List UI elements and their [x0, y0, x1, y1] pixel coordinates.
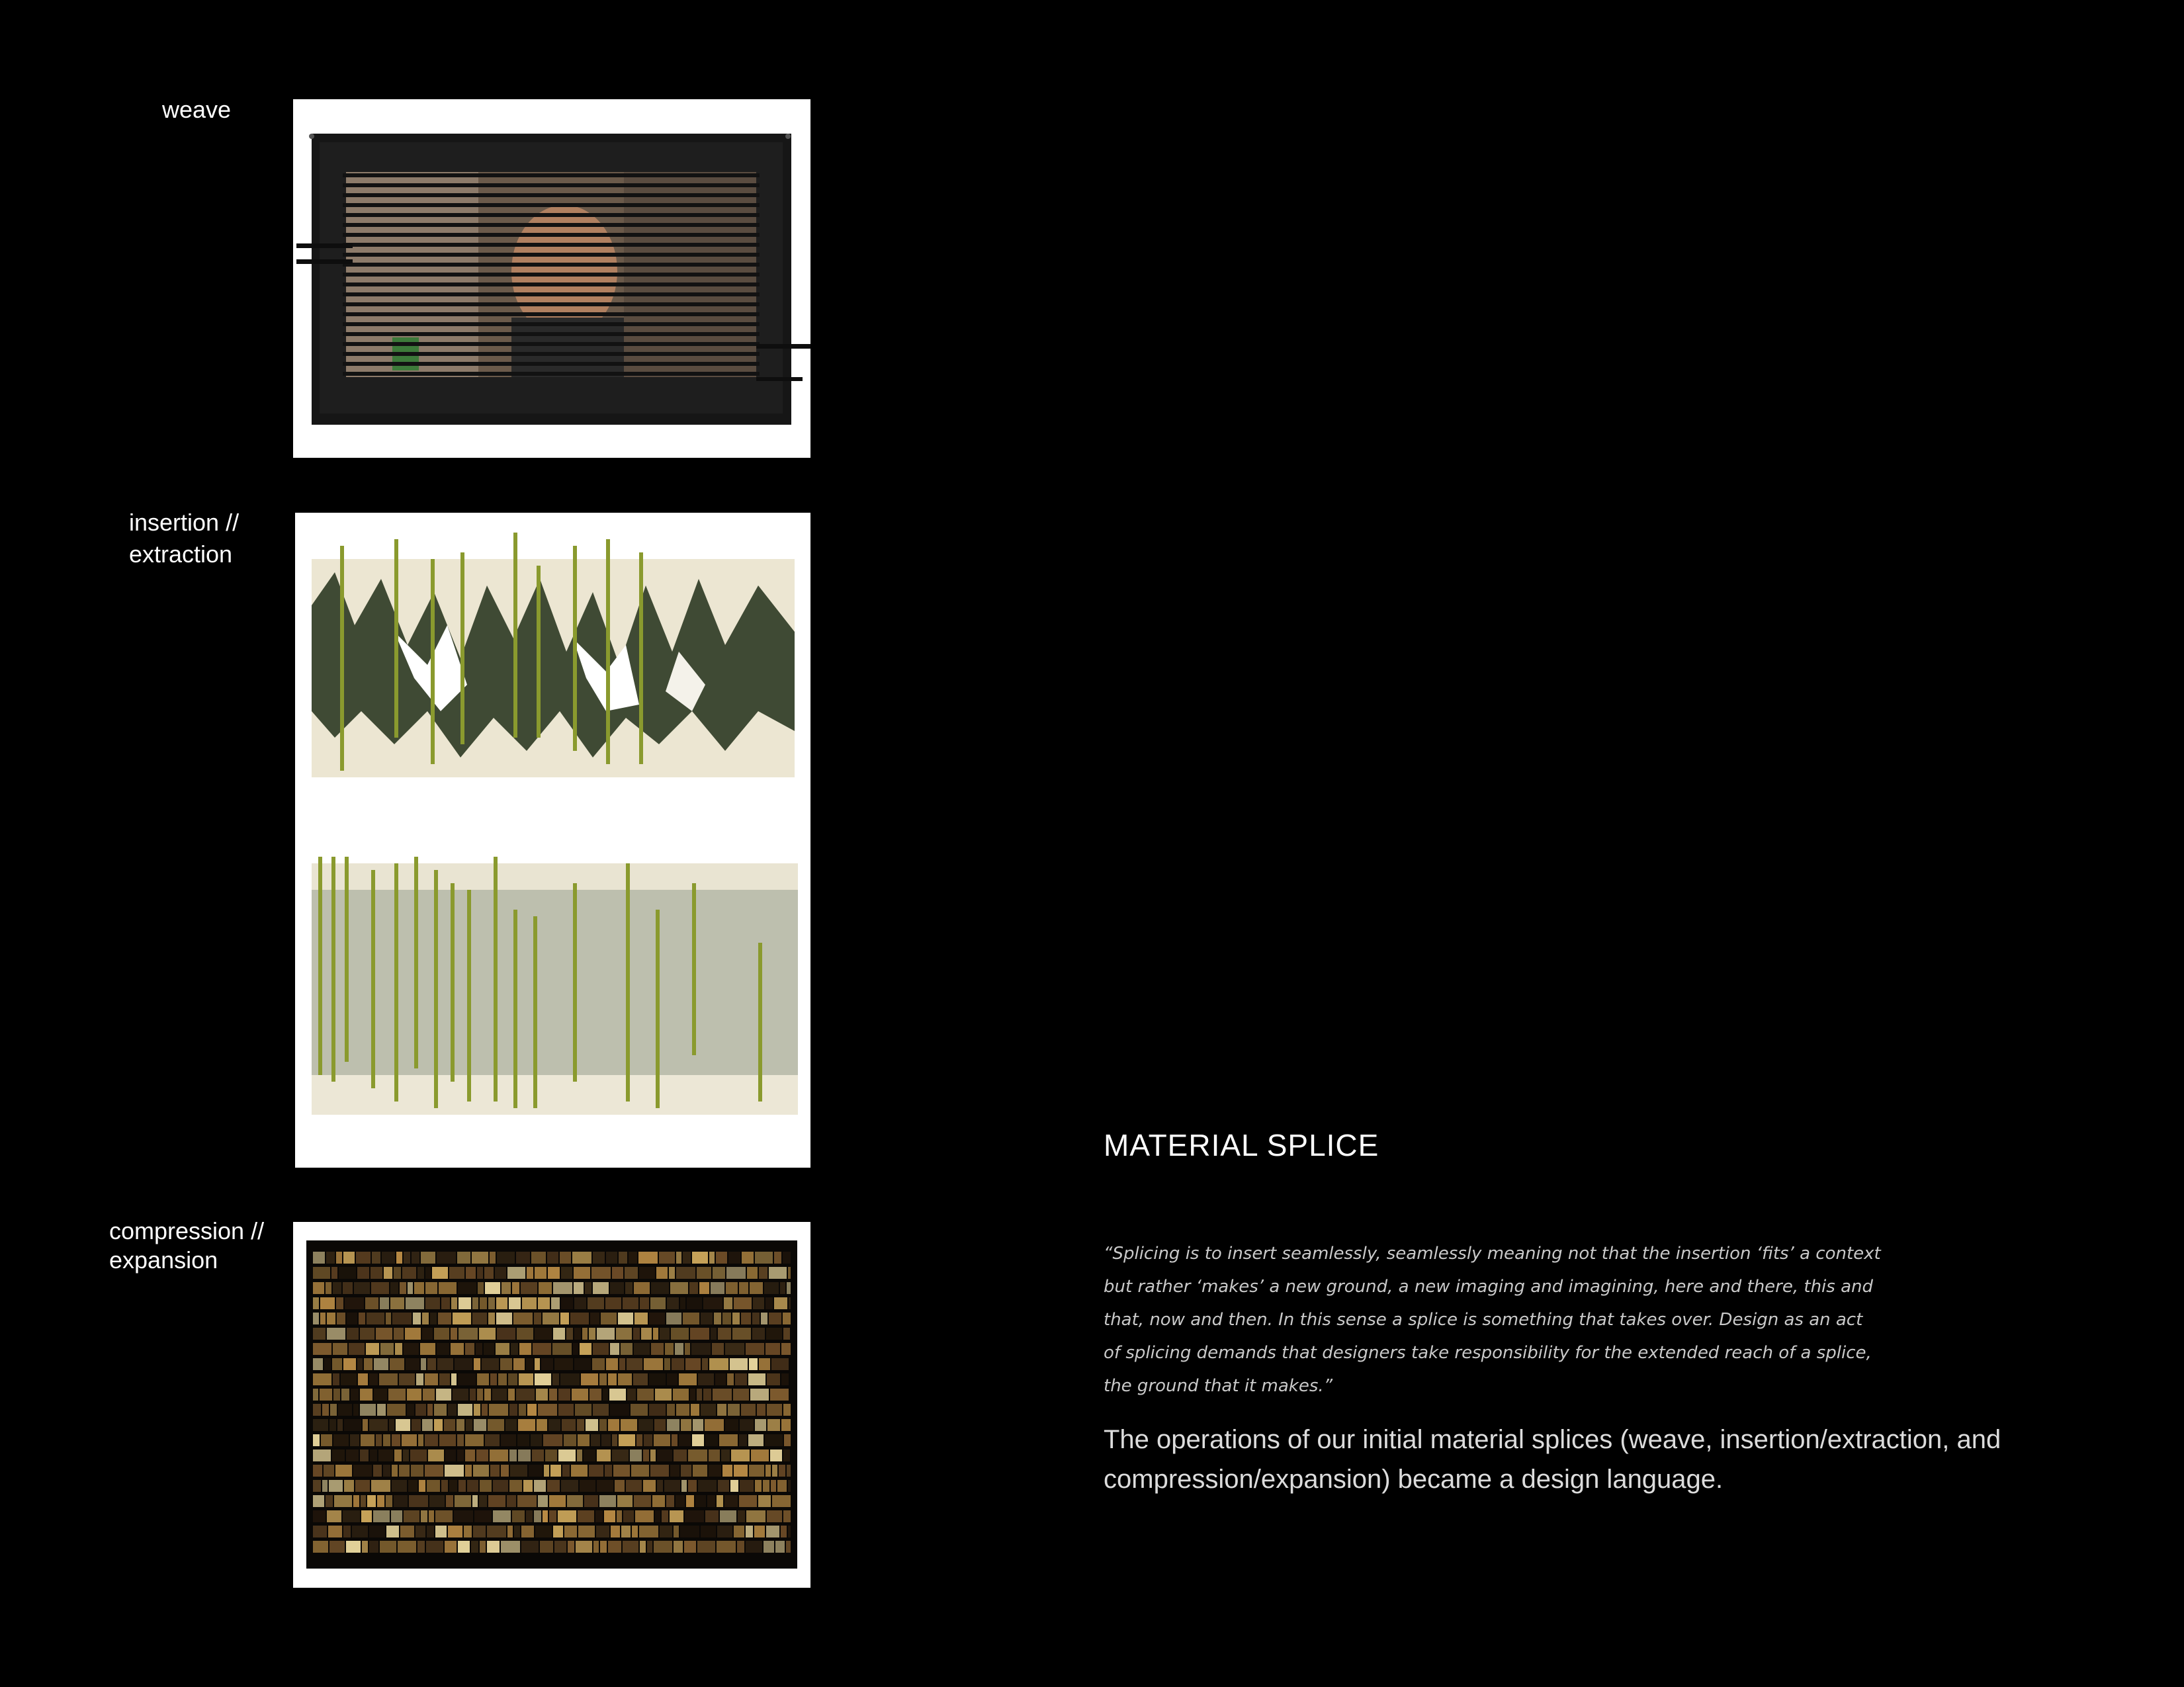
insertion-extraction-image: [295, 513, 810, 1168]
quote-line: but rather ‘makes’ a new ground, a new imaging and imagining, here and there, this and: [1104, 1277, 1874, 1297]
weave-image: [293, 99, 810, 458]
quote-line: the ground that it makes.”: [1104, 1376, 1333, 1396]
body-paragraph: [1104, 1420, 2001, 1499]
panel-label-compression-expansion: compression // expansion: [109, 1217, 265, 1274]
body-line: The operations of our initial material splices (weave, insertion/extraction, and: [1104, 1425, 2001, 1454]
quote-line: that, now and then. In this sense a splice is something that takes over. Design as an act: [1104, 1310, 1863, 1330]
weave-image-frame: [293, 99, 810, 458]
page-title: MATERIAL SPLICE: [1104, 1128, 1379, 1162]
quote-line: “Splicing is to insert seamlessly, seamlessly meaning not that the insertion ‘fits’ a context: [1104, 1244, 1881, 1264]
splicing-quote: [1104, 1237, 1881, 1403]
compression-expansion-image-frame: [293, 1222, 810, 1588]
panel-label-insertion-extraction: insertion // extraction: [129, 509, 240, 568]
quote-line: of splicing demands that designers take responsibility for the extended reach of a splice,: [1104, 1343, 1872, 1363]
insertion-extraction-image-frame: [295, 513, 810, 1168]
compression-expansion-image: [293, 1222, 810, 1588]
body-line: compression/expansion) became a design language.: [1104, 1465, 1724, 1494]
panel-label-weave: weave: [162, 96, 232, 123]
